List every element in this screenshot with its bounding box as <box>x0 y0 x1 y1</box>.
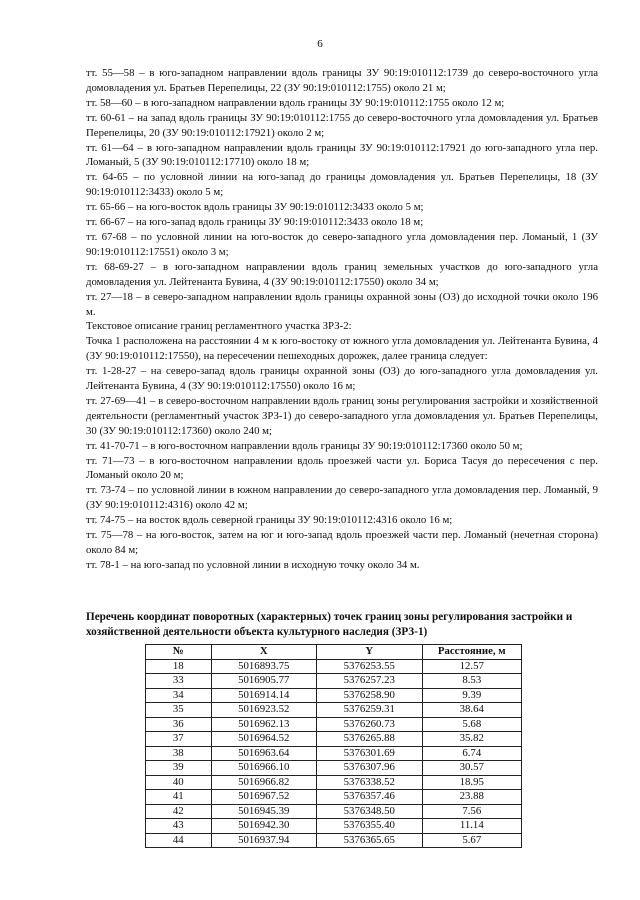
paragraph: тт. 71—73 – в юго-восточном направлении вдоль проезжей части ул. Бориса Тасуя до пересечения с пер. Ломаный около 20 м; <box>86 454 598 482</box>
table-row <box>146 717 522 732</box>
table-row <box>146 732 522 747</box>
cell-number: 44 <box>146 833 212 848</box>
cell-distance: 5.67 <box>422 833 521 848</box>
cell-y: 5376357.46 <box>317 790 423 805</box>
table-row <box>146 659 522 674</box>
cell-y: 5376338.52 <box>317 775 423 790</box>
cell-x: 5016937.94 <box>211 833 317 848</box>
paragraph: тт. 67-68 – по условной линии на юго-восток до северо-западного угла домовладения пер. Ломаный, 1 (ЗУ 90:19:010112:17551) около 3 м; <box>86 230 598 258</box>
cell-distance: 7.56 <box>422 804 521 819</box>
cell-y: 5376265.88 <box>317 732 423 747</box>
paragraph: тт. 41-70-71 – в юго-восточном направлении вдоль границы ЗУ 90:19:010112:17360 около 50 м; <box>86 439 523 452</box>
cell-distance: 12.57 <box>422 659 521 674</box>
cell-number: 42 <box>146 804 212 819</box>
paragraph: тт. 55—58 – в юго-западном направлении вдоль границы ЗУ 90:19:010112:1739 до северо-восточного угла домовладения ул. Братьев Перепелицы, 22 (ЗУ 90:19:010112:1755) около 21 м; <box>86 67 598 94</box>
paragraph: тт. 60-61 – на запад вдоль границы ЗУ 90:19:010112:1755 до северо-восточного угла домовладения ул. Братьев Перепелицы, 20 (ЗУ 90:19:010112:17921) около 2 м; <box>86 111 598 139</box>
cell-x: 5016942.30 <box>211 819 317 834</box>
cell-number: 38 <box>146 746 212 761</box>
header-distance: Расстояние, м <box>422 645 521 660</box>
paragraph: тт. 65-66 – на юго-восток вдоль границы ЗУ 90:19:010112:3433 около 5 м; <box>86 201 424 214</box>
cell-x: 5016963.64 <box>211 746 317 761</box>
cell-distance: 35.82 <box>422 732 521 747</box>
section-heading: Текстовое описание границ регламентного участка ЗРЗ-2: <box>86 320 352 333</box>
cell-y: 5376257.23 <box>317 674 423 689</box>
paragraph: тт. 61—64 – в юго-западном направлении вдоль границы ЗУ 90:19:010112:17921 до юго-западного угла пер. Ломаный, 5 (ЗУ 90:19:010112:17710) около 18 м; <box>86 141 598 169</box>
cell-x: 5016966.82 <box>211 775 317 790</box>
cell-x: 5016967.52 <box>211 790 317 805</box>
paragraph: тт. 64-65 – по условной линии на юго-запад до границы домовладения ул. Братьев Перепелицы, 18 (ЗУ 90:19:010112:3433) около 5 м; <box>86 171 598 199</box>
table-row <box>146 819 522 834</box>
table-row <box>146 761 522 776</box>
paragraph: тт. 27-69—41 – в северо-восточном направлении вдоль границ зоны регулирования застройки и хозяйственной деятельности (регламентный участок ЗРЗ-1) до северо-западного угла домовладения ул. Братьев Перепелицы, 30 (ЗУ 90:19:010112:17360) около 240 м; <box>86 394 598 437</box>
cell-y: 5376355.40 <box>317 819 423 834</box>
cell-y: 5376348.50 <box>317 804 423 819</box>
cell-distance: 11.14 <box>422 819 521 834</box>
cell-x: 5016893.75 <box>211 659 317 674</box>
table-row <box>146 674 522 689</box>
cell-number: 41 <box>146 790 212 805</box>
cell-distance: 6.74 <box>422 746 521 761</box>
cell-number: 18 <box>146 659 212 674</box>
paragraph: тт. 68-69-27 – в юго-западном направлении вдоль границ земельных участков до юго-западного угла домовладения ул. Лейтенанта Бувина, 4 (ЗУ 90:19:010112:17550) около 34 м; <box>86 260 598 288</box>
header-y: Y <box>317 645 423 660</box>
cell-x: 5016905.77 <box>211 674 317 689</box>
cell-y: 5376258.90 <box>317 688 423 703</box>
cell-x: 5016914.14 <box>211 688 317 703</box>
paragraph: Точка 1 расположена на расстоянии 4 м к юго-востоку от южного угла домовладения ул. Лейтенанта Бувина, 4 (ЗУ 90:19:010112:17550), на пересечении пешеходных дорожек, далее граница следует: <box>86 335 598 363</box>
cell-x: 5016945.39 <box>211 804 317 819</box>
cell-y: 5376301.69 <box>317 746 423 761</box>
cell-distance: 18.95 <box>422 775 521 790</box>
cell-number: 39 <box>146 761 212 776</box>
cell-number: 36 <box>146 717 212 732</box>
cell-number: 40 <box>146 775 212 790</box>
table-row <box>146 746 522 761</box>
paragraph: тт. 78-1 – на юго-запад по условной линии в исходную точку около 34 м. <box>86 558 420 571</box>
header-number: № <box>146 645 212 660</box>
header-x: X <box>211 645 317 660</box>
paragraph: тт. 73-74 – по условной линии в южном направлении до северо-западного угла домовладения пер. Ломаный, 9 (ЗУ 90:19:010112:4316) около 42 м; <box>86 484 598 512</box>
cell-distance: 9.39 <box>422 688 521 703</box>
cell-x: 5016923.52 <box>211 703 317 718</box>
cell-y: 5376259.31 <box>317 703 423 718</box>
paragraph: тт. 66-67 – на юго-запад вдоль границы ЗУ 90:19:010112:3433 около 18 м; <box>86 216 424 229</box>
table-title: Перечень координат поворотных (характерных) точек границ зоны регулирования застройки и хозяйственной деятельности объекта культурного наследия (ЗРЗ-1) <box>86 611 573 638</box>
cell-number: 33 <box>146 674 212 689</box>
cell-x: 5016964.52 <box>211 732 317 747</box>
cell-distance: 8.53 <box>422 674 521 689</box>
cell-y: 5376260.73 <box>317 717 423 732</box>
cell-y: 5376307.96 <box>317 761 423 776</box>
table-row <box>146 804 522 819</box>
page-number: 6 <box>317 38 323 50</box>
table-row <box>146 703 522 718</box>
coordinates-table <box>145 644 522 848</box>
cell-number: 43 <box>146 819 212 834</box>
cell-number: 34 <box>146 688 212 703</box>
cell-y: 5376365.65 <box>317 833 423 848</box>
table-row <box>146 833 522 848</box>
table-row <box>146 790 522 805</box>
paragraph: тт. 1-28-27 – на северо-запад вдоль границы охранной зоны (ОЗ) до юго-западного угла домовладения ул. Лейтенанта Бувина, 4 (ЗУ 90:19:010112:17550) около 16 м; <box>86 365 598 393</box>
cell-distance: 5.68 <box>422 717 521 732</box>
cell-number: 35 <box>146 703 212 718</box>
table-row <box>146 688 522 703</box>
table-row <box>146 775 522 790</box>
cell-distance: 38.64 <box>422 703 521 718</box>
table-header-row <box>146 645 522 660</box>
cell-y: 5376253.55 <box>317 659 423 674</box>
paragraph: тт. 74-75 – на восток вдоль северной границы ЗУ 90:19:010112:4316 около 16 м; <box>86 514 453 527</box>
paragraph: тт. 27—18 – в северо-западном направлении вдоль границы охранной зоны (ОЗ) до исходной точки около 196 м. <box>86 290 598 318</box>
cell-distance: 23.88 <box>422 790 521 805</box>
cell-number: 37 <box>146 732 212 747</box>
cell-x: 5016966.10 <box>211 761 317 776</box>
cell-x: 5016962.13 <box>211 717 317 732</box>
paragraph: тт. 75—78 – на юго-восток, затем на юг и юго-запад вдоль проезжей части пер. Ломаный (нечетная сторона) около 84 м; <box>86 529 598 556</box>
cell-distance: 30.57 <box>422 761 521 776</box>
document-body <box>86 66 598 573</box>
paragraph: тт. 58—60 – в юго-западном направлении вдоль границы ЗУ 90:19:010112:1755 около 12 м; <box>86 96 505 109</box>
